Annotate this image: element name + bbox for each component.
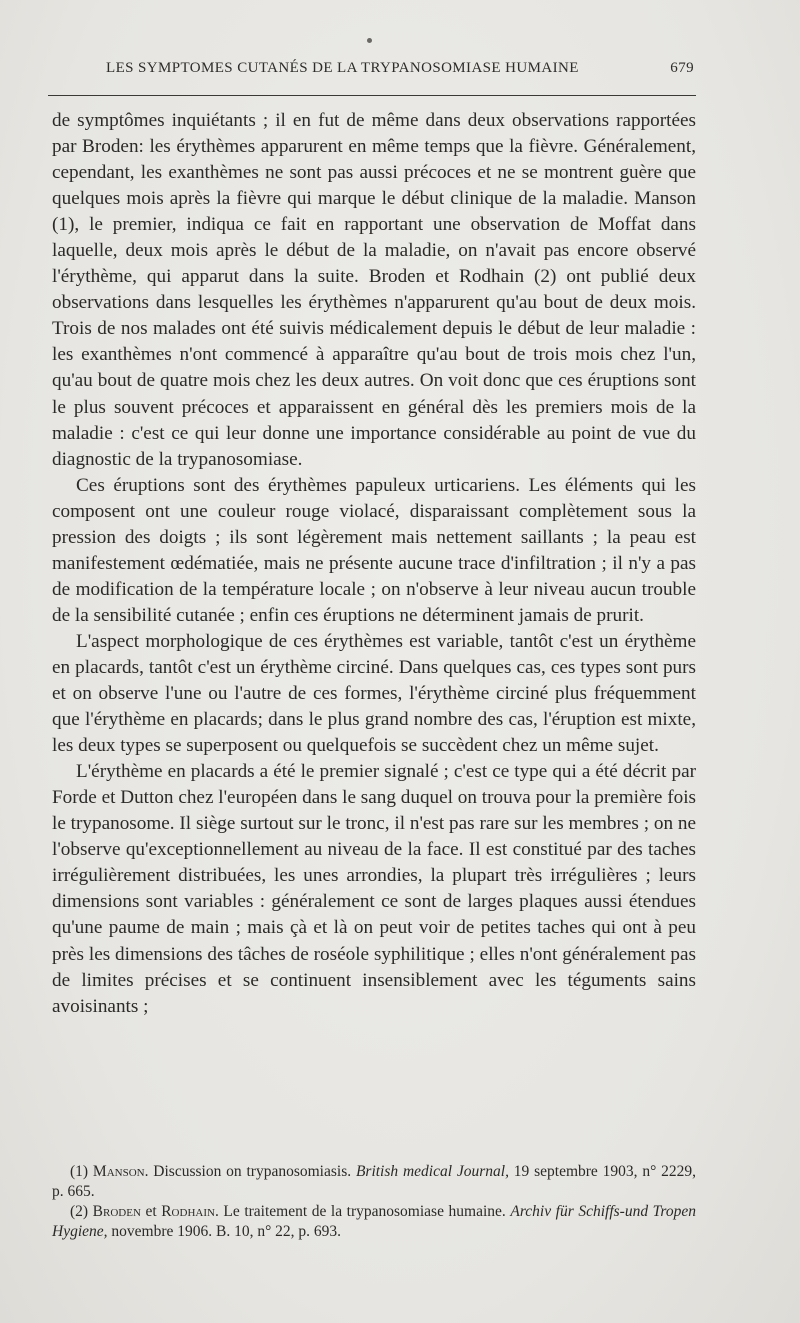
header-rule <box>48 95 696 96</box>
footnote-author: Rodhain <box>161 1203 215 1220</box>
footnote-text: novembre 1906. B. 10, n° 22, p. 693. <box>107 1223 342 1240</box>
footnote-author: Broden <box>92 1203 141 1220</box>
footnote-conjunction: et <box>140 1203 162 1220</box>
footnote <box>52 1162 696 1202</box>
footnote-journal: Archiv für Schiffs-und Tropen Hygiene, <box>52 1203 696 1240</box>
ink-dot <box>367 38 372 43</box>
footnote-author: Manson <box>92 1163 145 1180</box>
running-title: LES SYMPTOMES CUTANÉS DE LA TRYPANOSOMIASE HUMAINE <box>106 60 579 76</box>
footnote-text: . Le traitement de la trypanosomiase humaine. <box>214 1203 511 1220</box>
footnote-marker: (2) <box>70 1203 89 1220</box>
footnote-journal: British medical Journal, <box>355 1163 509 1180</box>
footnote <box>52 1202 696 1242</box>
footnote-text: 19 septembre 1903, n° 2229, p. 665. <box>52 1163 696 1200</box>
paragraph: de symptômes inquiétants ; il en fut de même dans deux observations rapportées par Broden: les érythèmes apparurent en même temps que la fièvre. Généralement, cependant, les exanthèmes ne sont pas aussi précoces et ne se montrent guère que quelques mois après la fièvre qui marque le début clinique de la maladie. Manson (1), le premier, indiqua ce fait en rapportant une observation de Moffat dans laquelle, deux mois après le début de la maladie, on n'avait pas encore observé l'érythème, qui apparut dans la suite. Broden et Rodhain (2) ont publié deux observations dans lesquelles les érythèmes n'apparurent qu'au bout de deux mois. Trois de nos malades ont été suivis médicalement depuis le début de leur maladie : les exanthèmes n'ont commencé à apparaître qu'au bout de trois mois chez l'un, qu'au bout de quatre mois chez les deux autres. On voit donc que ces éruptions sont le plus souvent précoces et apparaissent en général dès les premiers mois de la maladie : c'est ce qui leur donne une importance considérable au point de vue du diagnostic de la trypanosomiase. <box>52 110 696 470</box>
paragraph: L'aspect morphologique de ces érythèmes est variable, tantôt c'est un érythème en placards, tantôt c'est un érythème circiné. Dans quelques cas, ces types sont purs et on observe l'une ou l'autre de ces formes, l'érythème circiné plus fréquemment que l'érythème en placards; dans le plus grand nombre des cas, l'éruption est mixte, les deux types se superposent ou quelquefois se succèdent chez un même sujet. <box>52 630 696 757</box>
page-number: 679 <box>670 60 694 76</box>
paragraph: Ces éruptions sont des érythèmes papuleux urticariens. Les éléments qui les composent ont une couleur rouge violacé, disparaissant complètement sous la pression des doigts ; ils sont légèrement mais nettement saillants ; la peau est manifestement œdématiée, mais ne présente aucune trace d'infiltration ; il n'y a pas de modification de la température locale ; on n'observe à leur niveau aucun trouble de la sensibilité cutanée ; enfin ces éruptions ne déterminent jamais de prurit. <box>52 474 696 626</box>
footnotes <box>52 1162 696 1242</box>
footnote-marker: (1) <box>70 1163 89 1180</box>
footnote-text: . Discussion on trypanosomiasis. <box>144 1163 356 1180</box>
body-text <box>52 108 696 1020</box>
paragraph: L'érythème en placards a été le premier signalé ; c'est ce type qui a été décrit par Forde et Dutton chez l'européen dans le sang duquel on trouva pour la première fois le trypanosome. Il siège surtout sur le tronc, il n'est pas rare sur les membres ; on ne l'observe qu'exceptionnellement au niveau de la face. Il est constitué par des taches irrégulièrement distribuées, les unes arrondies, la plupart très irrégulières ; leurs dimensions sont variables : généralement ce sont de larges plaques aussi étendues qu'une paume de main ; mais çà et là on peut voir de petites taches qui ont à peu près les dimensions des tâches de roséole syphilitique ; elles n'ont généralement pas de limites précises et se continuent insensiblement avec les téguments sains avoisinants ; <box>52 761 696 1017</box>
